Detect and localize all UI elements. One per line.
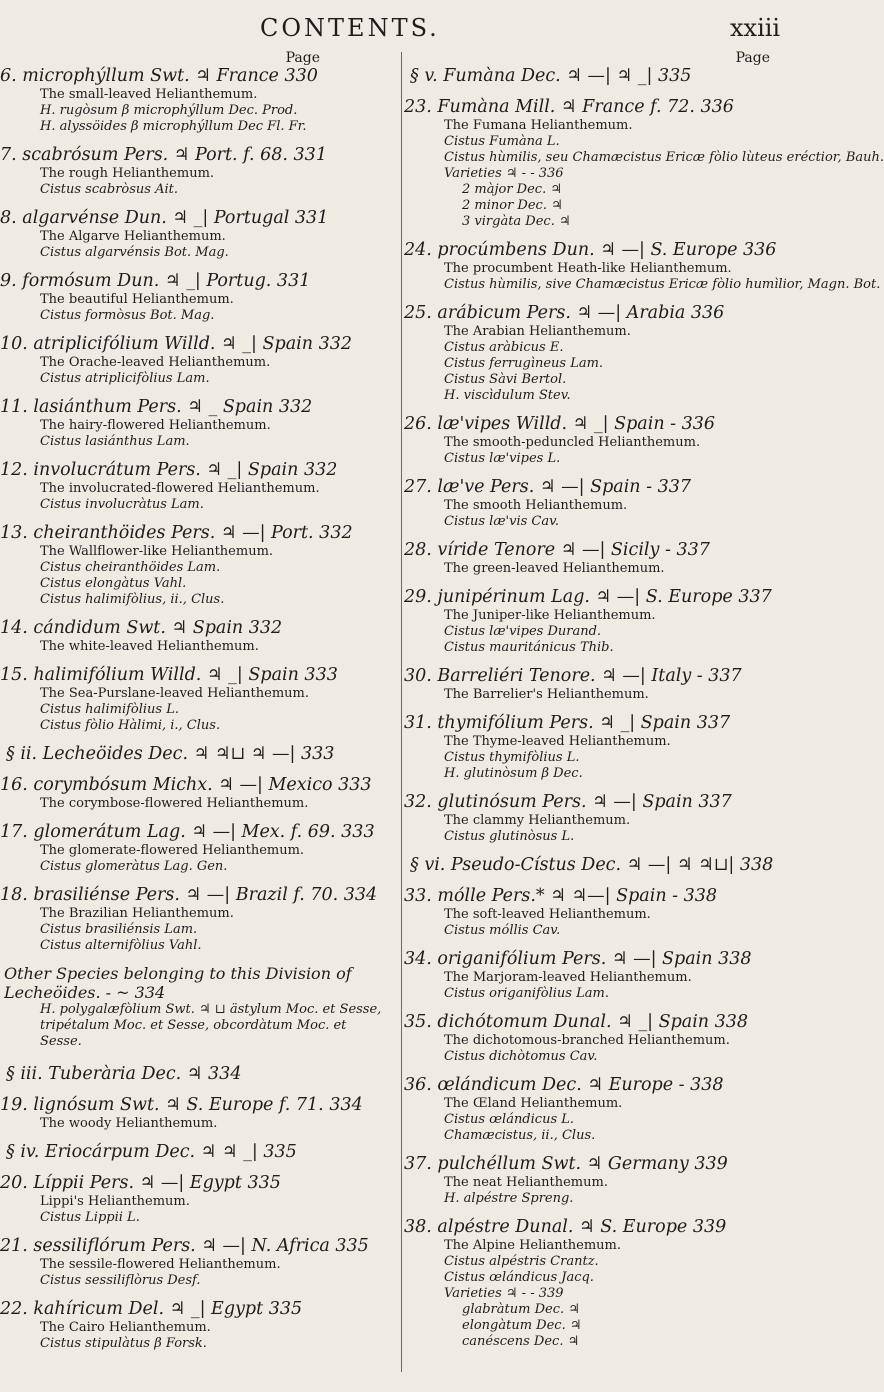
entry-detail-line: Cistus cheiranthöides Lam.: [40, 560, 221, 575]
entry-title: 7. scabrósum Pers. ♃ Port. f. 68. 331: [0, 145, 327, 165]
entry-detail-line: The Barrelier's Helianthemum.: [444, 687, 649, 702]
entry-detail-line: Cistus Lippii L.: [40, 1210, 140, 1225]
entry-detail-line: The soft-leaved Helianthemum.: [444, 907, 651, 922]
entry-detail-line: The Cairo Helianthemum.: [40, 1320, 211, 1335]
entry-title: 30. Barreliéri Tenore. ♃ —| Italy - 337: [404, 666, 742, 686]
entry-detail-line: The clammy Helianthemum.: [444, 813, 631, 828]
column-divider: [401, 52, 402, 1372]
entry-detail-line: 3 virgàta Dec. ♃: [462, 214, 571, 229]
entry-title: 23. Fumàna Mill. ♃ France f. 72. 336: [404, 97, 734, 117]
entry-title: 11. lasiánthum Pers. ♃ _ Spain 332: [0, 397, 313, 417]
entry-detail-line: Cistus brasiliénsis Lam.: [40, 922, 198, 937]
entry-title: 6. microphýllum Swt. ♃ France 330: [0, 66, 318, 86]
entry-title: 28. víride Tenore ♃ —| Sicily - 337: [404, 540, 710, 560]
species-entry: [0, 1142, 392, 1163]
entry-detail-line: 2 minor Dec. ♃: [462, 198, 563, 213]
entry-title: 27. læ've Pers. ♃ —| Spain - 337: [404, 477, 692, 497]
entry-detail-line: The sessile-flowered Helianthemum.: [40, 1257, 281, 1272]
entry-detail-line: The Alpine Helianthemum.: [444, 1238, 622, 1253]
entry-detail-line: The woody Helianthemum.: [40, 1116, 218, 1131]
species-entry: [0, 208, 392, 261]
entry-title: 16. corymbósum Michx. ♃ —| Mexico 333: [0, 775, 372, 795]
species-entry: [0, 822, 392, 875]
species-entry: [404, 1217, 796, 1350]
entry-title: 31. thymifólium Pers. ♃ _| Spain 337: [404, 713, 731, 733]
entry-detail-line: Cistus læ'vis Cav.: [444, 514, 560, 529]
entry-detail-line: The Sea-Purslane-leaved Helianthemum.: [40, 686, 309, 701]
entry-detail-line: The Thyme-leaved Helianthemum.: [444, 734, 671, 749]
left-column: [0, 50, 392, 1362]
entry-detail-line: The neat Helianthemum.: [444, 1175, 608, 1190]
species-entry: [0, 885, 392, 954]
entry-detail-line: Cistus scabròsus Ait.: [40, 182, 178, 197]
right-column: [404, 50, 884, 1360]
entry-detail-line: H. rugòsum β microphýllum Dec. Prod.: [40, 103, 298, 118]
other-species-heading: Other Species belonging to this Division of Lecheöides. - ~ 334: [4, 964, 352, 1002]
entry-detail-line: Cistus dichòtomus Cav.: [444, 1049, 598, 1064]
species-entry: [404, 587, 796, 656]
entry-detail-line: The Œland Helianthemum.: [444, 1096, 623, 1111]
entry-title: 20. Líppii Pers. ♃ —| Egypt 335: [0, 1173, 281, 1193]
entry-detail-line: elongàtum Dec. ♃: [462, 1318, 582, 1333]
entry-detail-line: The small-leaved Helianthemum.: [40, 87, 258, 102]
entry-detail-line: Cistus œlándicus L.: [444, 1112, 575, 1127]
entry-detail-line: The rough Helianthemum.: [40, 166, 215, 181]
entry-title: 22. kahíricum Del. ♃ _| Egypt 335: [0, 1299, 303, 1319]
entry-detail-line: The white-leaved Helianthemum.: [40, 639, 259, 654]
species-entry: [0, 1095, 392, 1132]
entry-title: 33. mólle Pers.* ♃ ♃—| Spain - 338: [404, 886, 718, 906]
entry-detail-line: The glomerate-flowered Helianthemum.: [40, 843, 305, 858]
entry-detail-line: The Juniper-like Helianthemum.: [444, 608, 656, 623]
species-entry: [404, 66, 796, 87]
species-entry: [404, 1154, 796, 1207]
species-entry: [0, 271, 392, 324]
species-entry: [0, 397, 392, 450]
section-heading: § ii. Lecheöides Dec. ♃ ♃⊔ ♃ —| 333: [6, 744, 335, 764]
entry-detail-line: The beautiful Helianthemum.: [40, 292, 234, 307]
entry-detail-line: Cistus læ'vipes L.: [444, 451, 561, 466]
page-title: CONTENTS.: [260, 14, 440, 42]
entry-detail-line: Cistus halimifòlius, ii., Clus.: [40, 592, 225, 607]
entry-title: 25. arábicum Pers. ♃ —| Arabia 336: [404, 303, 725, 323]
entry-detail-line: The Fumana Helianthemum.: [444, 118, 633, 133]
species-entry: [0, 618, 392, 655]
entry-detail-line: The smooth Helianthemum.: [444, 498, 628, 513]
entry-detail-line: Cistus œlándicus Jacq.: [444, 1270, 594, 1285]
species-entry: [0, 1236, 392, 1289]
species-entry: [404, 666, 796, 703]
entry-detail-line: Cistus formòsus Bot. Mag.: [40, 308, 215, 323]
entry-detail-line: Cistus móllis Cav.: [444, 923, 561, 938]
species-entry: [404, 855, 796, 876]
entry-detail-line: Cistus thymifòlius L.: [444, 750, 580, 765]
section-heading: § iv. Eriocárpum Dec. ♃ ♃ _| 335: [6, 1142, 297, 1162]
entry-detail-line: Chamæcistus, ii., Clus.: [444, 1128, 596, 1143]
entry-title: 18. brasiliénse Pers. ♃ —| Brazil f. 70. 334: [0, 885, 378, 905]
entry-detail-line: Cistus algarvénsis Bot. Mag.: [40, 245, 229, 260]
entry-title: 12. involucrátum Pers. ♃ _| Spain 332: [0, 460, 338, 480]
page-column-label: Page: [735, 50, 770, 66]
species-entry: [404, 792, 796, 845]
species-entry: [0, 1064, 392, 1085]
species-entry: [404, 1075, 796, 1144]
species-entry: [404, 1012, 796, 1065]
entry-detail-line: The Arabian Helianthemum.: [444, 324, 631, 339]
section-heading: § iii. Tuberària Dec. ♃ 334: [6, 1064, 242, 1084]
entry-detail-line: The involucrated-flowered Helianthemum.: [40, 481, 320, 496]
species-entry: [404, 477, 796, 530]
entry-detail-line: H. glutinòsum β Dec.: [444, 766, 583, 781]
entry-detail-line: Varieties ♃ - - 336: [444, 166, 564, 181]
species-entry: [0, 1173, 392, 1226]
entry-detail-line: Cistus læ'vipes Durand.: [444, 624, 602, 639]
entry-detail-line: The Brazilian Helianthemum.: [40, 906, 234, 921]
entry-detail-line: The Orache-leaved Helianthemum.: [40, 355, 271, 370]
species-entry: [0, 66, 392, 135]
entry-detail-line: The Marjoram-leaved Helianthemum.: [444, 970, 692, 985]
species-entry: [0, 665, 392, 734]
species-entry: [404, 303, 796, 404]
species-entry: [0, 523, 392, 608]
entry-detail-line: Lippi's Helianthemum.: [40, 1194, 190, 1209]
entry-title: 26. læ'vipes Willd. ♃ _| Spain - 336: [404, 414, 716, 434]
entry-title: 15. halimifólium Willd. ♃ _| Spain 333: [0, 665, 338, 685]
entry-title: 9. formósum Dun. ♃ _| Portug. 331: [0, 271, 311, 291]
species-entry: [0, 334, 392, 387]
entry-detail-line: Cistus hùmilis, sive Chamæcistus Ericæ fòlio humìlior, Magn. Bot.: [444, 277, 881, 292]
entry-title: 21. sessiliflórum Pers. ♃ —| N. Africa 335: [0, 1236, 369, 1256]
entry-detail-line: Cistus involucràtus Lam.: [40, 497, 204, 512]
entry-detail-line: Cistus Sàvi Bertol.: [444, 372, 567, 387]
entry-title: 38. alpéstre Dunal. ♃ S. Europe 339: [404, 1217, 727, 1237]
page-column-label: Page: [285, 50, 320, 66]
entry-detail-line: Cistus alpéstris Crantz.: [444, 1254, 599, 1269]
species-entry: [404, 414, 796, 467]
entry-detail-line: canéscens Dec. ♃: [462, 1334, 580, 1349]
entry-detail-line: The smooth-peduncled Helianthemum.: [444, 435, 701, 450]
species-entry: [0, 744, 392, 765]
entry-detail-line: Cistus sessiliflòrus Desf.: [40, 1273, 201, 1288]
entry-title: 10. atriplicifólium Willd. ♃ _| Spain 332: [0, 334, 352, 354]
entry-detail-line: The hairy-flowered Helianthemum.: [40, 418, 271, 433]
entry-detail-line: H. alyssöides β microphýllum Dec Fl. Fr.: [40, 119, 307, 134]
entry-detail-line: Cistus lasiánthus Lam.: [40, 434, 190, 449]
species-entry: [404, 240, 881, 293]
entry-detail-line: Cistus glutinòsus L.: [444, 829, 575, 844]
entry-detail-line: Cistus elongàtus Vahl.: [40, 576, 187, 591]
entry-title: 14. cándidum Swt. ♃ Spain 332: [0, 618, 283, 638]
entry-detail-line: Cistus fòlio Hàlimi, i., Clus.: [40, 718, 221, 733]
section-heading: § v. Fumàna Dec. ♃ —| ♃ _| 335: [410, 66, 692, 86]
species-entry: [404, 886, 796, 939]
entry-detail-line: H. alpéstre Spreng.: [444, 1191, 574, 1206]
entry-detail-line: Cistus atriplicifòlius Lam.: [40, 371, 210, 386]
entry-title: 29. junipérinum Lag. ♃ —| S. Europe 337: [404, 587, 772, 607]
entry-detail-line: The procumbent Heath-like Helianthemum.: [444, 261, 732, 276]
entry-detail-line: The green-leaved Helianthemum.: [444, 561, 665, 576]
other-species-list: H. polygalæfòlium Swt. ♃ ⊔ ästylum Moc. et Sesse, tripétalum Moc. et Sesse, obcordàtum Moc. et Sesse.: [40, 1002, 382, 1049]
entry-title: 37. pulchéllum Swt. ♃ Germany 339: [404, 1154, 728, 1174]
species-entry: [0, 1299, 392, 1352]
entry-title: 24. procúmbens Dun. ♃ —| S. Europe 336: [404, 240, 777, 260]
species-entry: [0, 460, 392, 513]
entry-detail-line: Cistus alternifòlius Vahl.: [40, 938, 202, 953]
entry-detail-line: Cistus glomeràtus Lag. Gen.: [40, 859, 228, 874]
species-entry: [404, 97, 884, 230]
page-number: xxiii: [730, 14, 781, 42]
entry-title: 19. lignósum Swt. ♃ S. Europe f. 71. 334: [0, 1095, 363, 1115]
entry-detail-line: Cistus hùmilis, seu Chamæcistus Ericæ fòlio lùteus eréctior, Bauh.: [444, 150, 884, 165]
species-entry: [404, 540, 796, 577]
entry-title: 34. origanifólium Pers. ♃ —| Spain 338: [404, 949, 752, 969]
entry-detail-line: Cistus aràbicus E.: [444, 340, 564, 355]
entry-detail-line: Cistus Fumàna L.: [444, 134, 560, 149]
entry-title: 17. glomerátum Lag. ♃ —| Mex. f. 69. 333: [0, 822, 375, 842]
entry-detail-line: Cistus stipulàtus β Forsk.: [40, 1336, 207, 1351]
entry-detail-line: The corymbose-flowered Helianthemum.: [40, 796, 309, 811]
entry-title: 32. glutinósum Pers. ♃ —| Spain 337: [404, 792, 732, 812]
entry-title: 36. œlándicum Dec. ♃ Europe - 338: [404, 1075, 724, 1095]
entry-detail-line: Cistus origanifòlius Lam.: [444, 986, 609, 1001]
section-heading: § vi. Pseudo-Cístus Dec. ♃ —| ♃ ♃⊔| 338: [410, 855, 774, 875]
species-entry: [0, 145, 392, 198]
species-entry: [0, 775, 392, 812]
entry-detail-line: Cistus ferrugìneus Lam.: [444, 356, 604, 371]
entry-detail-line: Varieties ♃ - - 339: [444, 1286, 564, 1301]
species-entry: [404, 713, 796, 782]
entry-detail-line: H. viscìdulum Stev.: [444, 388, 571, 403]
entry-detail-line: The dichotomous-branched Helianthemum.: [444, 1033, 730, 1048]
entry-detail-line: The Algarve Helianthemum.: [40, 229, 226, 244]
entry-title: 13. cheiranthöides Pers. ♃ —| Port. 332: [0, 523, 353, 543]
entry-detail-line: Cistus halimifòlius L.: [40, 702, 179, 717]
entry-title: 8. algarvénse Dun. ♃ _| Portugal 331: [0, 208, 329, 228]
entry-title: 35. dichótomum Dunal. ♃ _| Spain 338: [404, 1012, 749, 1032]
entry-detail-line: The Wallflower-like Helianthemum.: [40, 544, 274, 559]
entry-detail-line: glabràtum Dec. ♃: [462, 1302, 580, 1317]
entry-detail-line: Cistus mauritánicus Thib.: [444, 640, 614, 655]
page-header: [0, 8, 800, 48]
species-entry: [404, 949, 796, 1002]
entry-detail-line: 2 màjor Dec. ♃: [462, 182, 563, 197]
